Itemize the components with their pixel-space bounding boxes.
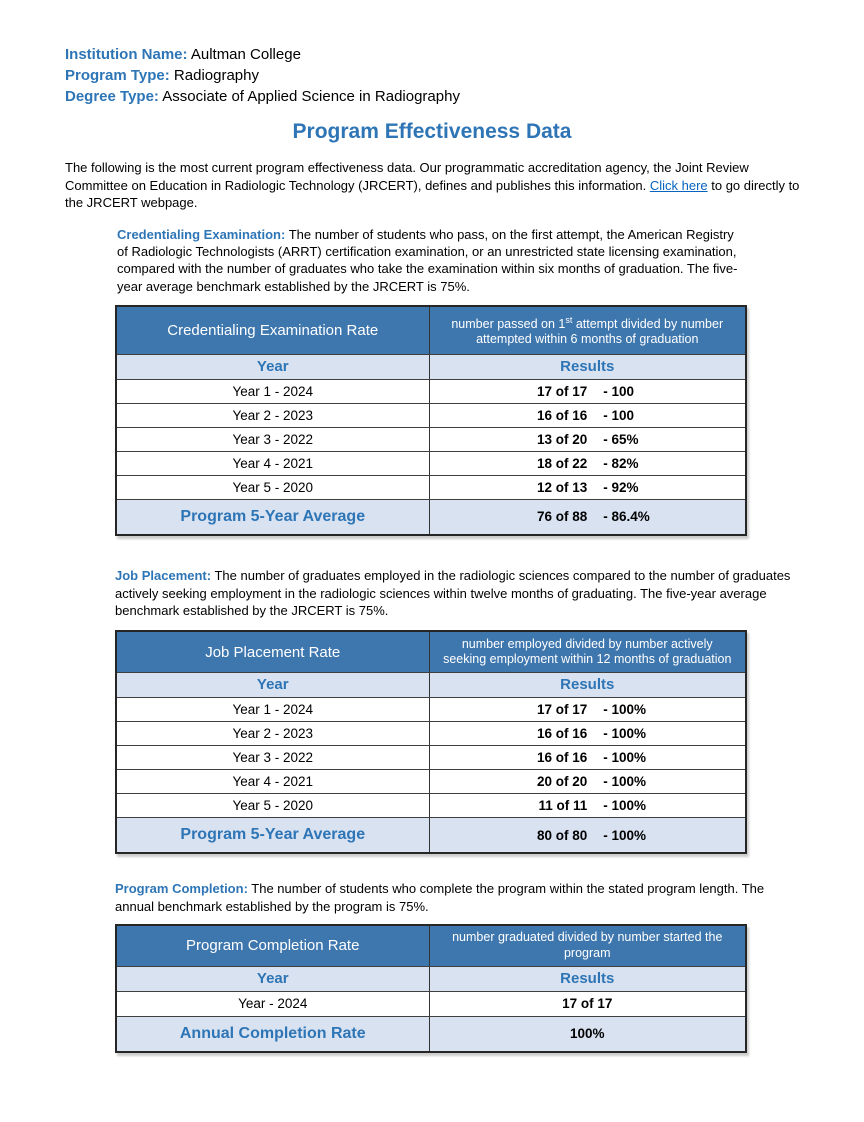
program-completion-table-title: Program Completion Rate (116, 925, 429, 966)
table-row (116, 745, 746, 769)
summary-label: Program 5-Year Average (116, 499, 429, 535)
credentialing-subheader-row (116, 354, 746, 379)
job-placement-paragraph (115, 567, 797, 619)
institution-line (65, 44, 864, 65)
results-column-header: Results (429, 354, 746, 379)
jrcert-link[interactable]: Click here (649, 177, 708, 193)
credentialing-paragraph (117, 226, 741, 296)
intro-paragraph (65, 159, 800, 212)
program-completion-heading: Program Completion: (115, 881, 248, 897)
summary-value-cell: 76 of 88 - 86.4% (429, 499, 746, 535)
year-column-header: Year (116, 672, 429, 697)
summary-label: Program 5-Year Average (116, 817, 429, 853)
credentialing-table-title: Credentialing Examination Rate (116, 306, 429, 354)
summary-label: Annual Completion Rate (116, 1016, 429, 1052)
year-cell: Year 1 - 2024 (116, 379, 429, 403)
result-cell: 20 of 20 - 100% (429, 769, 746, 793)
credentialing-table-formula-cell (429, 306, 746, 354)
job-placement-formula: number employed divided by number actively seeking employment within 12 months of graduation (443, 636, 732, 667)
year-cell: Year 4 - 2021 (116, 451, 429, 475)
job-placement-description: The number of graduates employed in the radiologic sciences compared to the number of graduates actively seeking employment in the radiologic sciences within twelve months of graduating. The five-year average benchmark established by the JRCERT is 75%. (115, 568, 791, 618)
degree-type-line (65, 86, 864, 107)
year-cell: Year - 2024 (116, 991, 429, 1016)
program-completion-paragraph (115, 880, 797, 915)
annual-completion-rate-row (116, 1016, 746, 1052)
table-row (116, 475, 746, 499)
credentialing-description: The number of students who pass, on the first attempt, the American Registry of Radiologic Technologists (ARRT) certification examination, or an unrestricted state licensing examination, compared with the number of graduates who take the examination within six months of graduation. The five-year average benchmark established by the JRCERT is 75%. (117, 226, 738, 294)
identity-block (0, 0, 864, 107)
table-row (116, 793, 746, 817)
table-row (116, 721, 746, 745)
year-cell: Year 3 - 2022 (116, 427, 429, 451)
job-placement-summary-row (116, 817, 746, 853)
program-type-line (65, 65, 864, 86)
job-placement-heading: Job Placement: (115, 568, 212, 584)
table-row (116, 451, 746, 475)
institution-value: Aultman College (190, 46, 301, 63)
program-completion-formula: number graduated divided by number started the program (452, 930, 723, 960)
program-type-value: Radiography (173, 67, 259, 84)
year-cell: Year 3 - 2022 (116, 745, 429, 769)
year-cell: Year 2 - 2023 (116, 403, 429, 427)
result-cell: 12 of 13 - 92% (429, 475, 746, 499)
page-title: Program Effectiveness Data (292, 120, 572, 143)
program-completion-subheader-row (116, 966, 746, 991)
table-row (116, 379, 746, 403)
year-column-header: Year (116, 966, 429, 991)
result-cell: 17 of 17 - 100 (429, 379, 746, 403)
year-cell: Year 5 - 2020 (116, 475, 429, 499)
table-row (116, 769, 746, 793)
job-placement-table (115, 630, 747, 854)
result-cell: 16 of 16 - 100% (429, 721, 746, 745)
table-row (116, 991, 746, 1016)
summary-value-cell: 100% (429, 1016, 746, 1052)
year-cell: Year 4 - 2021 (116, 769, 429, 793)
degree-type-value: Associate of Applied Science in Radiography (162, 88, 460, 105)
program-type-label: Program Type: (65, 67, 170, 84)
credentialing-heading: Credentialing Examination: (117, 226, 286, 242)
program-completion-table-header-row (116, 925, 746, 966)
result-cell: 13 of 20 - 65% (429, 427, 746, 451)
intro-text-before-link: The following is the most current program effectiveness data. Our programmatic accreditation agency, the Joint Review Committee on Education in Radiologic Technology (JRCERT), defines and publishes this information. (65, 160, 749, 193)
job-placement-table-header-row (116, 631, 746, 672)
job-placement-table-title: Job Placement Rate (116, 631, 429, 672)
program-completion-table (115, 924, 747, 1053)
result-cell: 16 of 16 - 100% (429, 745, 746, 769)
result-cell: 17 of 17 (429, 991, 746, 1016)
credentialing-table (115, 305, 747, 536)
intro-text-after-link: to go directly to the JRCERT webpage. (65, 177, 800, 210)
table-row (116, 403, 746, 427)
job-placement-formula-cell (429, 631, 746, 672)
result-cell: 11 of 11 - 100% (429, 793, 746, 817)
institution-label: Institution Name: (65, 46, 188, 63)
year-cell: Year 5 - 2020 (116, 793, 429, 817)
table-row (116, 697, 746, 721)
job-placement-subheader-row (116, 672, 746, 697)
year-cell: Year 2 - 2023 (116, 721, 429, 745)
result-cell: 16 of 16 - 100 (429, 403, 746, 427)
credentialing-table-header-row (116, 306, 746, 354)
program-completion-description: The number of students who complete the program within the stated program length. The annual benchmark established by the program is 75%. (115, 881, 765, 914)
results-column-header: Results (429, 672, 746, 697)
degree-type-label: Degree Type: (65, 88, 159, 105)
result-cell: 17 of 17 - 100% (429, 697, 746, 721)
table-row (116, 427, 746, 451)
credentialing-summary-row (116, 499, 746, 535)
summary-value-cell: 80 of 80 - 100% (429, 817, 746, 853)
year-cell: Year 1 - 2024 (116, 697, 429, 721)
year-column-header: Year (116, 354, 429, 379)
credentialing-formula: number passed on 1st attempt divided by number attempted within 6 months of graduation (451, 314, 724, 347)
results-column-header: Results (429, 966, 746, 991)
superscript-st: st (565, 314, 573, 325)
result-cell: 18 of 22 - 82% (429, 451, 746, 475)
program-completion-formula-cell (429, 925, 746, 966)
